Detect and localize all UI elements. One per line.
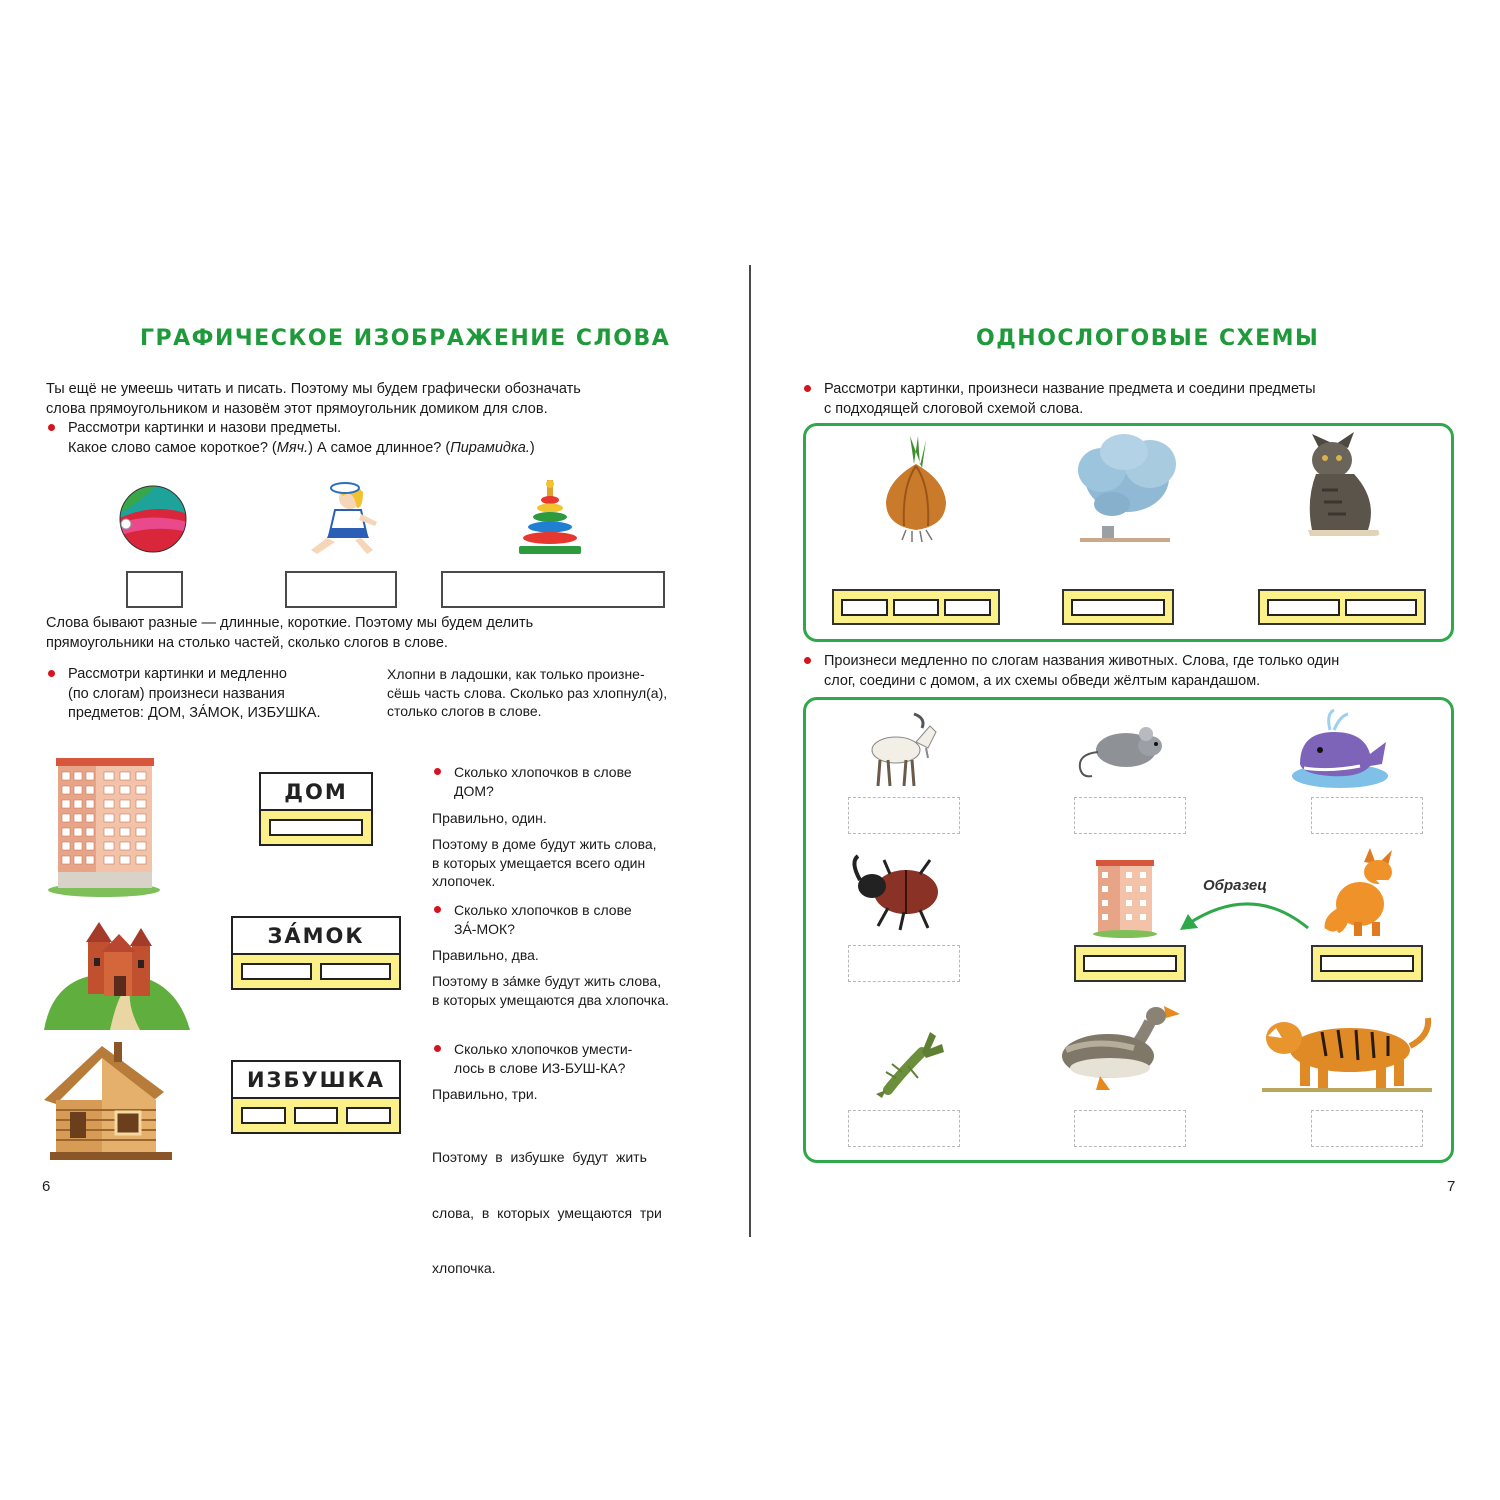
answer-3: Правильно, три. [432,1086,538,1102]
syllable-scheme [261,811,371,844]
house-word: ДОМ [261,774,371,811]
task1-line-2-c: ) А самое длинное? ( [308,439,451,456]
scheme-one-syllable[interactable] [1062,589,1174,625]
page-number-right: 7 [1447,1178,1456,1195]
house-sample-scheme [1074,945,1186,982]
right-task1-line-1: Рассмотри картинки, произнеси название предмета и соедини предметы [824,381,1316,397]
answer-2: Правильно, два. [432,947,539,963]
split-text [46,614,736,653]
task1-line-2-e: ) [529,439,535,456]
cat-picture [1298,430,1384,540]
syllable-cell [269,819,363,836]
answer-pyramid: Пирамидка. [450,439,530,456]
syllable-cell [841,599,888,616]
answer-box-whale[interactable] [1311,797,1423,834]
syllable-cell [320,963,391,980]
answer-box-goat[interactable] [848,797,960,834]
task1-line-1: Рассмотри картинки и назови предметы. [68,420,342,436]
explanation-2-line-2: в которых умещаются два хлопочка. [432,991,670,1008]
tiger-picture [1262,1006,1432,1094]
syllable-cell [1083,955,1177,972]
syllable-cell [241,963,312,980]
question-3-line-2: лось в слове ИЗ-БУШ-КА? [454,1059,626,1076]
sample-arrow [1176,892,1312,936]
left-page-title: ГРАФИЧЕСКОЕ ИЗОБРАЖЕНИЕ СЛОВА [140,326,671,351]
word-house-zamok [231,916,401,990]
intro-line-2: слова прямоугольником и назовём этот прямоугольник домиком для слов. [46,400,548,417]
bullet [434,1045,441,1052]
beetle-picture [848,852,944,932]
answer-1: Правильно, один. [432,810,547,826]
explanation-3-line-2: слова, в которых умещаются три [432,1204,662,1221]
syllable-cell [944,599,991,616]
goat-picture [866,712,940,790]
right-task2-line-1: Произнеси медленно по слогам названия животных. Слова, где только один [824,653,1340,669]
apartment-building-picture [46,752,164,898]
house-word: ИЗБУШКА [233,1062,399,1099]
syllable-scheme [233,955,399,988]
syllable-cell [241,1107,286,1124]
question-1 [454,763,714,800]
answer-box-goose[interactable] [1074,1110,1186,1147]
scheme-three-syllables[interactable] [832,589,1000,625]
right-task2-text [824,652,1474,691]
explanation-1-line-1: Поэтому в доме будут жить слова, [432,836,657,852]
answer-box-mouse[interactable] [1074,797,1186,834]
intro-line-1: Ты ещё не умеешь читать и писать. Поэтому мы будем графически обозначать [46,381,581,397]
answer-box-tiger[interactable] [1311,1110,1423,1147]
question-3-line-1: Сколько хлопочков умести- [454,1041,633,1057]
bullet [804,657,811,664]
hut-picture [44,1040,178,1162]
syllable-cell [294,1107,339,1124]
page-divider [749,265,751,1237]
bullet [48,424,55,431]
syllable-cell [346,1107,391,1124]
word-box-doll[interactable] [285,571,397,608]
fox-picture [1318,846,1400,938]
explanation-3-line-1: Поэтому в избушке будут жить [432,1149,647,1165]
crayfish-picture [872,1024,948,1100]
right-task2-line-2: слог, соедини с домом, а их схемы обведи жёлтым карандашом. [824,672,1261,689]
question-2-line-1: Сколько хлопочков в слове [454,902,632,918]
ball-picture [118,484,188,554]
clap-line-1: Хлопни в ладошки, как только произне- [387,666,645,682]
word-box-ball[interactable] [126,571,183,608]
explanation-1-line-3: хлопочек. [432,873,496,889]
onion-picture [880,436,952,542]
right-task1-text [824,380,1464,419]
task1-line-2-a: Какое слово самое короткое? ( [68,439,277,456]
mouse-picture [1074,722,1168,782]
question-1-line-2: ДОМ? [454,782,494,799]
bullet [804,385,811,392]
intro-text [46,380,736,419]
word-box-pyramid[interactable] [441,571,665,608]
question-1-line-1: Сколько хлопочков в слове [454,764,632,780]
house-word: ЗА́МОК [233,918,399,955]
task2-line-2: (по слогам) произнеси названия [68,685,285,702]
bullet [48,670,55,677]
whale-picture [1290,708,1390,790]
task1-line-2 [68,439,728,459]
right-page-title: ОДНОСЛОГОВЫЕ СХЕМЫ [976,326,1320,351]
task2-line-3: предметов: ДОМ, ЗА́МОК, ИЗБУШКА. [68,705,321,721]
question-3 [454,1040,714,1077]
answer-box-beetle[interactable] [848,945,960,982]
fox-sample-scheme [1311,945,1423,982]
syllable-cell [1267,599,1340,616]
clap-text [387,665,717,721]
syllable-cell [1345,599,1418,616]
word-house-izbushka [231,1060,401,1134]
explanation-2-line-1: Поэтому в за́мке будут жить слова, [432,973,662,989]
answer-box-crayfish[interactable] [848,1110,960,1147]
question-2 [454,901,714,938]
castle-picture [44,912,190,1030]
scheme-two-syllables[interactable] [1258,589,1426,625]
task2-text [68,665,378,724]
doll-picture [305,478,385,558]
answer-ball: Мяч. [276,439,309,456]
syllable-cell [1320,955,1414,972]
explanation-1-line-2: в которых умещается всего один [432,854,646,871]
house-sample-picture [1092,856,1158,938]
goose-picture [1056,1002,1182,1094]
task1-text [68,419,728,458]
syllable-cell [893,599,940,616]
explanation-2 [432,972,707,1009]
explanation-3-line-3: хлопочка. [432,1260,496,1276]
pyramid-picture [515,478,585,558]
syllable-cell [1071,599,1165,616]
explanation-1 [432,835,702,891]
sample-label: Образец [1203,877,1267,894]
split-line-1: Слова бывают разные — длинные, короткие. Поэтому мы будем делить [46,615,534,631]
clap-line-3: столько слогов в слове. [387,703,542,719]
clap-line-2: сёшь часть слова. Сколько раз хлопнул(а), [387,684,668,701]
explanation-3 [432,1111,702,1296]
word-house-dom [259,772,373,846]
syllable-scheme [233,1099,399,1132]
page-number-left: 6 [42,1178,51,1195]
bullet [434,768,441,775]
task2-line-1: Рассмотри картинки и медленно [68,666,287,682]
bullet [434,906,441,913]
split-line-2: прямоугольники на столько частей, сколько слогов в слове. [46,634,448,651]
smoke-picture [1072,430,1182,546]
right-task1-line-2: с подходящей слоговой схемой слова. [824,400,1084,417]
question-2-line-2: ЗА́-МОК? [454,920,515,937]
